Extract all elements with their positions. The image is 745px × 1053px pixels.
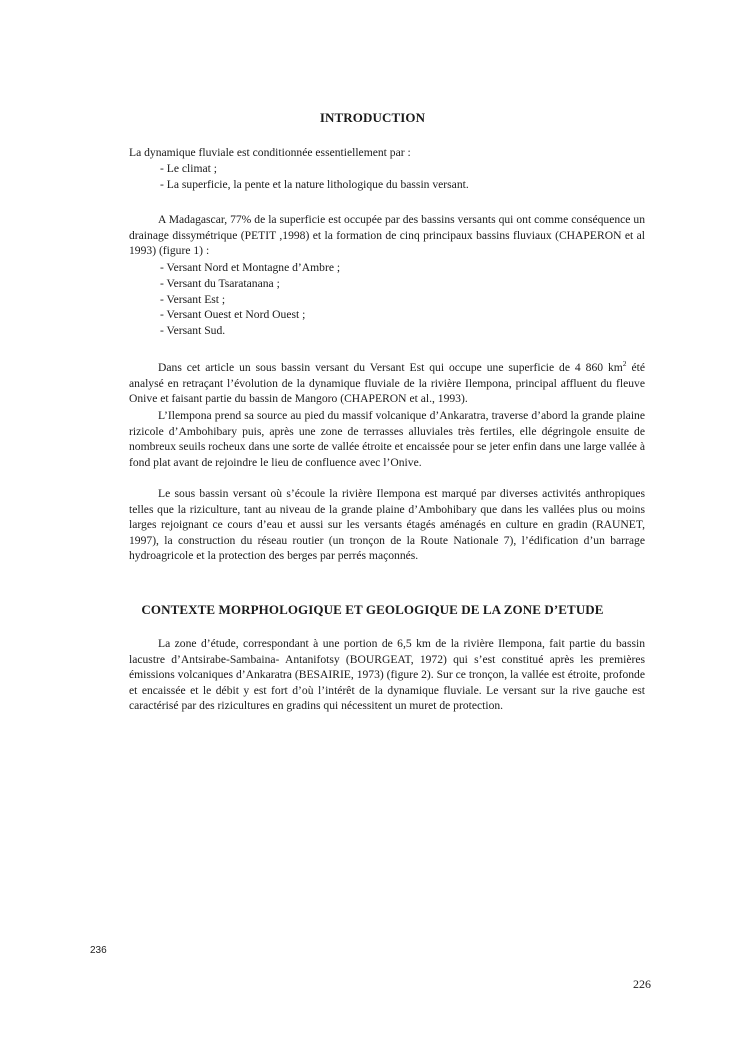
- intro-lead-paragraph: La dynamique fluviale est conditionnée essentiellement par :: [129, 146, 411, 159]
- factors-list: [160, 161, 469, 193]
- introduction-heading: INTRODUCTION: [319, 110, 426, 125]
- page-number-right: 226: [633, 977, 651, 991]
- article-paragraph: [129, 360, 645, 407]
- ilempona-paragraph: L’Ilempona prend sa source au pied du massif volcanique d’Ankaratra, traverse d’abord la grande plaine rizicole d’Ambohibary puis, après une zone de terrasses alluviales très fertiles, elle dégringole ensuite de nombreux seuils rocheux dans une sorte de vallée étroite et encaissée pour se jeter enfin dans une large vallée à fond plat avant de rejoindre le lieu de confluence avec l’Onive.: [129, 409, 645, 469]
- list-item: - Versant Nord et Montagne d’Ambre ;: [160, 261, 341, 274]
- madagascar-paragraph: A Madagascar, 77% de la superficie est occupée par des bassins versants qui ont comme conséquence un drainage dissymétrique (PETIT ,1998) et la formation de cinq principaux bassins fluviaux (CHAPERON et al 1993) (figure 1) :: [129, 213, 645, 258]
- superscript-2: 2: [622, 359, 627, 369]
- list-item: - Versant Est ;: [160, 292, 226, 306]
- zone-paragraph: La zone d’étude, correspondant à une portion de 6,5 km de la rivière Ilempona, fait partie du bassin lacustre d’Antsirabe-Sambaina- Antanifotsy (BOURGEAT, 1972) qui s’est constitué après les premières émissions volcaniques d’Ankaratra (BESAIRIE, 1973) (figure 2). Sur ce tronçon, la vallée est étroite, profonde et encaissée et le débit y est fort d’où l’intérêt de la dynamique fluviale. Le versant sur la rive gauche est caractérisé par des rizicultures en gradins qui nécessitent un muret de protection.: [129, 637, 645, 713]
- article-text-part-1: Dans cet article un sous bassin versant du Versant Est qui occupe une superficie de 4 860 km: [158, 361, 623, 374]
- list-item: - Versant du Tsaratanana ;: [160, 276, 280, 290]
- basins-list: [160, 260, 340, 339]
- article-text-part-2: été analysé en retraçant l’évolution de la dynamique fluviale de la rivière Ilempona, principal affluent du fleuve Onive et faisant partie du bassin de Mangoro (CHAPERON et al., 1993).: [129, 361, 645, 406]
- list-item: - Versant Sud.: [160, 324, 226, 338]
- list-item: - Versant Ouest et Nord Ouest ;: [160, 308, 306, 322]
- context-heading: CONTEXTE MORPHOLOGIQUE ET GEOLOGIQUE DE LA ZONE D’ETUDE: [141, 602, 604, 617]
- list-item: - La superficie, la pente et la nature lithologique du bassin versant.: [160, 177, 469, 191]
- sous-bassin-paragraph: Le sous bassin versant où s’écoule la rivière Ilempona est marqué par diverses activités anthropiques telles que la riziculture, tant au niveau de la grande plaine d’Ambohibary que dans les vallées plus ou moins larges rejoignant ce cours d’eau et aussi sur les versants étagés aménagés en culture en gradin (RAUNET, 1997), la construction du réseau routier (un tronçon de la Route Nationale 7), l’édification d’un barrage hydroagricole et la protection des berges par perrés maçonnés.: [129, 487, 645, 563]
- list-item: - Le climat ;: [160, 162, 217, 175]
- page-number-left: 236: [90, 945, 107, 956]
